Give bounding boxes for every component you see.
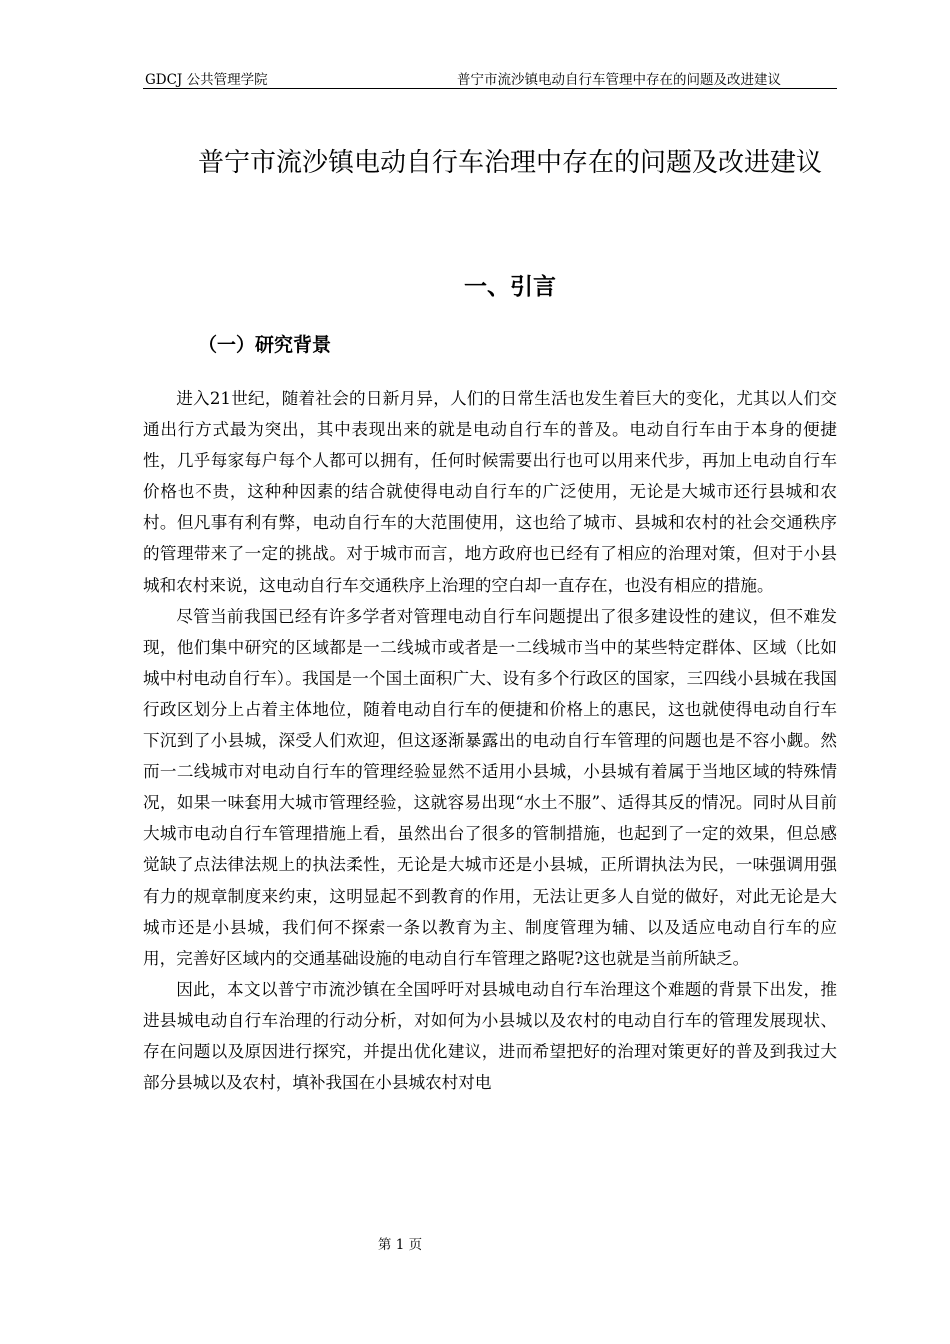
section-heading-introduction: 一、引言 [464,274,556,300]
subsection-heading-background: （一）研究背景 [198,334,332,356]
page-header [143,66,837,89]
header-institution: GDCJ 公共管理学院 [145,72,268,88]
document-title: 普宁市流沙镇电动自行车治理中存在的问题及改进建议 [197,148,822,178]
paragraph-1: 进入21世纪，随着社会的日新月异，人们的日常生活也发生着巨大的变化，尤其以人们交通出行方式最为突出，其中表现出来的就是电动自行车的普及。电动自行车由于本身的便捷性，几乎每家每户每个人都可以拥有，任何时候需要出行也可以用来代步，再加上电动自行车价格也不贵，这种种因素的结合就使得电动自行车的广泛使用，无论是大城市还行县城和农村。但凡事有利有弊，电动自行车的大范围使用，这也给了城市、县城和农村的社会交通秩序的管理带来了一定的挑战。对于城市而言，地方政府也已经有了相应的治理对策，但对于小县城和农村来说，这电动自行车交通秩序上治理的空白却一直存在，也没有相应的措施。 [143,389,837,595]
header-running-title: 普宁市流沙镇电动自行车管理中存在的问题及改进建议 [457,72,781,88]
paragraph-3: 因此，本文以普宁市流沙镇在全国呼吁对县城电动自行车治理这个难题的背景下出发，推进县城电动自行车治理的行动分析，对如何为小县城以及农村的电动自行车的管理发展现状、存在问题以及原因进行探究，并提出优化建议，进而希望把好的治理对策更好的普及到我过大部分县城以及农村，填补我国在小县城农村对电 [143,979,837,1093]
page-number: 第 1 页 [377,1237,423,1253]
body-text [143,383,837,1098]
paragraph-2: 尽管当前我国已经有许多学者对管理电动自行车问题提出了很多建设性的建议，但不难发现，他们集中研究的区域都是一二线城市或者是一二线城市当中的某些特定群体、区域（比如城中村电动自行车）。我国是一个国土面积广大、设有多个行政区的国家，三四线小县城在我国行政区划分上占着主体地位，随着电动自行车的便捷和价格上的惠民，这也就使得电动自行车下沉到了小县城，深受人们欢迎，但这逐渐暴露出的电动自行车管理的问题也是不容小觑。然而一二线城市对电动自行车的管理经验显然不适用小县城，小县城有着属于当地区域的特殊情况，如果一味套用大城市管理经验，这就容易出现“水土不服”、适得其反的情况。同时从目前大城市电动自行车管理措施上看，虽然出台了很多的管制措施，也起到了一定的效果，但总感觉缺了点法律法规上的执法柔性，无论是大城市还是小县城，正所谓执法为民，一味强调用强有力的规章制度来约束，这明显起不到教育的作用，无法让更多人自觉的做好，对此无论是大城市还是小县城，我们何不探索一条以教育为主、制度管理为辅、以及适应电动自行车的应用，完善好区域内的交通基础设施的电动自行车管理之路呢?这也就是当前所缺乏。 [143,606,837,968]
